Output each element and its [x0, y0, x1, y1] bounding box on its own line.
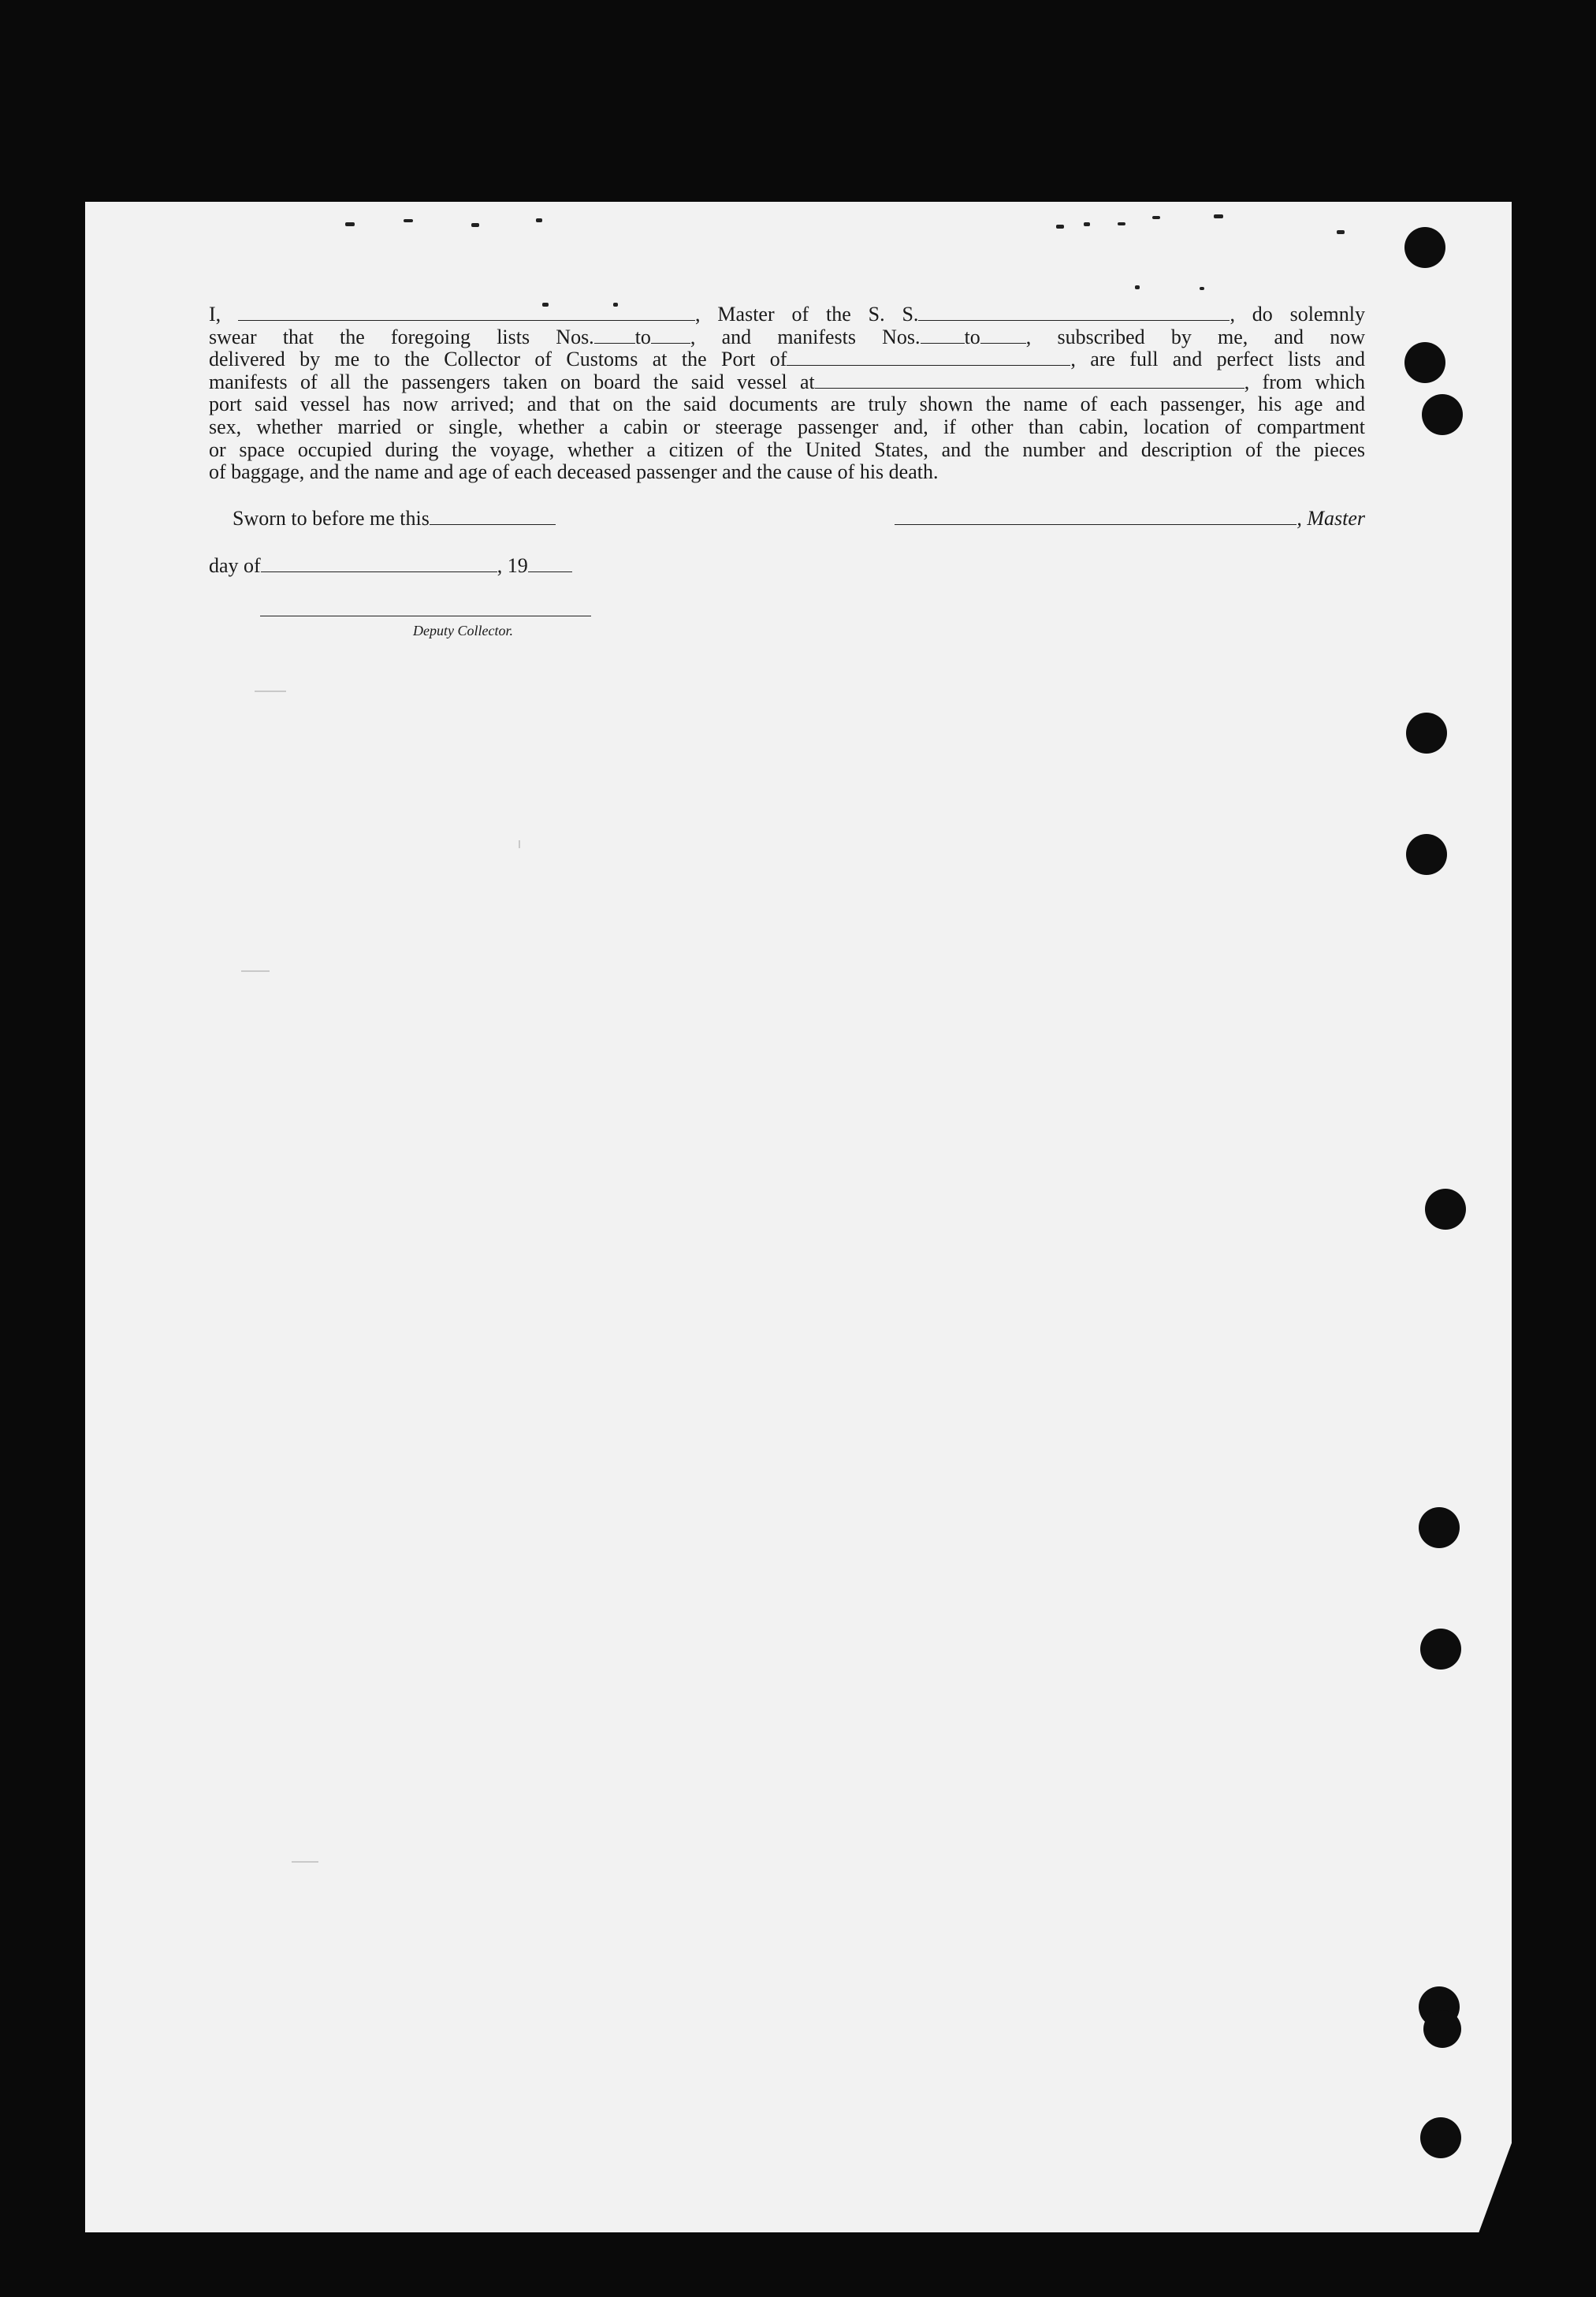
- bleed-mark: [241, 970, 270, 972]
- punch-hole: [1404, 227, 1445, 268]
- master-signature-blank: [895, 508, 1297, 525]
- ink-speck: [536, 218, 542, 222]
- oath-line-1: [209, 303, 1365, 326]
- ink-speck: [471, 223, 479, 227]
- list-to-blank: [651, 327, 690, 344]
- oath-line-5: port said vessel has now arrived; and that on the said documents are truly shown the name of each passenger, his age and: [209, 393, 1365, 416]
- ink-speck: [1200, 287, 1204, 290]
- oath-line-2: [209, 326, 1365, 349]
- ink-speck: [1152, 216, 1160, 219]
- master-name-blank: [238, 304, 695, 321]
- sworn-label: [233, 507, 556, 531]
- punch-hole: [1419, 1507, 1460, 1548]
- sworn-text: Sworn to before me this: [233, 507, 430, 530]
- oath-line-6: sex, whether married or single, whether a cabin or steerage passenger and, if other than cabin, location of compartment: [209, 415, 1365, 438]
- oath-text: manifests of all the passengers taken on board the said vessel at: [209, 370, 815, 393]
- bleed-mark: [519, 840, 520, 848]
- list-from-blank: [594, 327, 635, 344]
- deputy-collector-label: Deputy Collector.: [413, 623, 513, 638]
- oath-line-8: of baggage, and the name and age of each deceased passenger and the cause of his death.: [209, 460, 939, 484]
- day-of-text: day of: [209, 554, 261, 577]
- oath-text: I,: [209, 303, 221, 326]
- oath-line-7: or space occupied during the voyage, whether a citizen of the United States, and the number and description of the pieces: [209, 437, 1365, 461]
- punch-hole: [1404, 342, 1445, 383]
- punch-hole: [1420, 1629, 1461, 1670]
- punch-hole: [1423, 2010, 1461, 2048]
- ink-speck: [1056, 225, 1064, 229]
- port-of-departure-blank: [815, 372, 1244, 389]
- oath-line-3: [209, 348, 1365, 371]
- ship-name-blank: [918, 304, 1230, 321]
- oath-text: swear that the foregoing lists Nos.: [209, 325, 594, 348]
- punch-hole: [1406, 834, 1447, 875]
- ink-speck: [1337, 230, 1345, 234]
- oath-text: delivered by me to the Collector of Customs at the Port of: [209, 348, 787, 371]
- year-prefix-text: , 19: [497, 554, 528, 577]
- ink-speck: [1214, 214, 1223, 218]
- oath-text: , are full and perfect lists and: [1070, 348, 1365, 371]
- year-blank: [528, 556, 572, 572]
- ink-speck: [1118, 222, 1125, 225]
- oath-text: , from which: [1244, 370, 1365, 393]
- oath-paragraph: [209, 303, 1365, 484]
- month-blank: [261, 556, 497, 572]
- oath-text: , Master of the S. S.: [695, 303, 919, 326]
- ink-speck: [1135, 285, 1140, 289]
- master-label: , Master: [1297, 507, 1365, 530]
- punch-hole: [1425, 1189, 1466, 1230]
- oath-text: , do solemnly: [1230, 303, 1366, 326]
- master-signature: [895, 507, 1365, 531]
- oath-text: , subscribed by me, and now: [1025, 325, 1365, 348]
- manifest-from-blank: [921, 327, 965, 344]
- oath-line-4: [209, 371, 1365, 394]
- oath-text: , and manifests Nos.: [690, 325, 921, 348]
- oath-text: to: [634, 325, 651, 348]
- ink-speck: [345, 222, 355, 226]
- manifest-to-blank: [980, 327, 1026, 344]
- punch-hole: [1406, 713, 1447, 754]
- sworn-day-blank: [430, 508, 556, 525]
- bleed-mark: [255, 691, 286, 692]
- ink-speck: [1084, 222, 1090, 226]
- punch-hole: [1420, 2117, 1461, 2158]
- oath-text: to: [964, 325, 980, 348]
- punch-hole: [1422, 394, 1463, 435]
- ink-speck: [404, 219, 413, 222]
- bleed-mark: [292, 1861, 318, 1863]
- day-of-line: [209, 554, 572, 578]
- port-of-arrival-blank: [787, 349, 1070, 366]
